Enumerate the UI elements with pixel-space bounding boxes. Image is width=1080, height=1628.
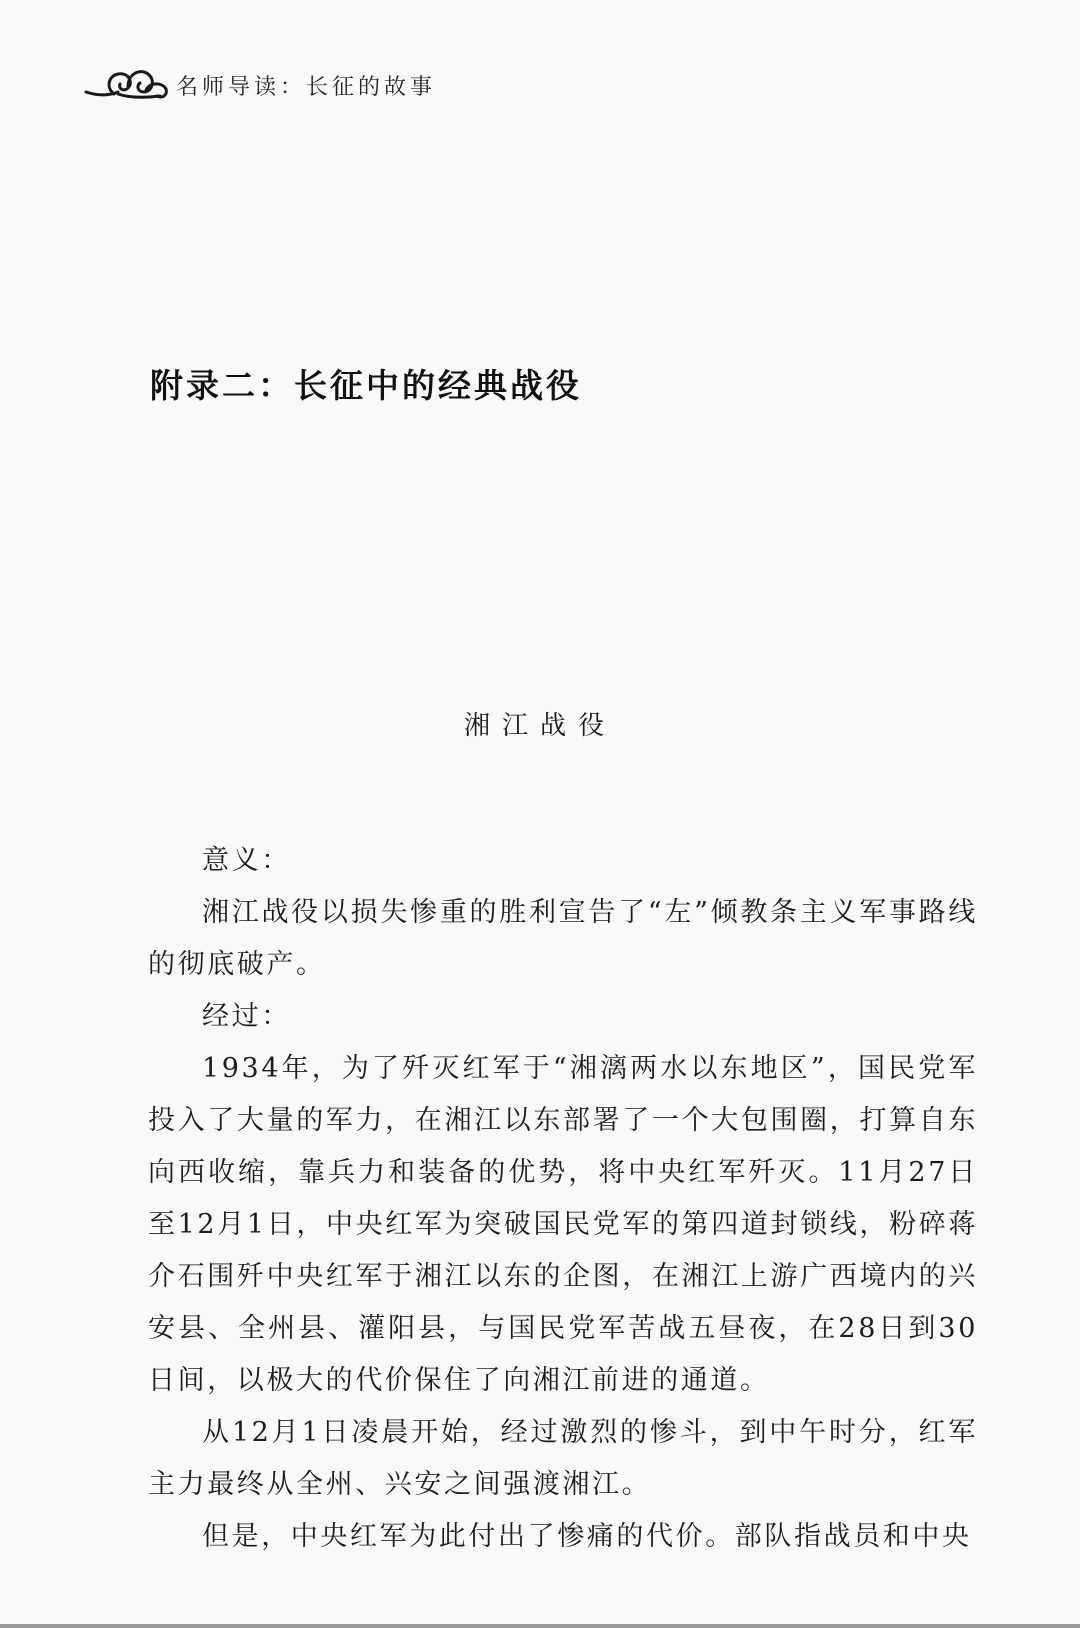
paragraph-process: 1934年，为了歼灭红军于“湘漓两水以东地区”，国民党军投入了大量的军力，在湘江以东部署了一个大包围圈，打算自东向西收缩，靠兵力和装备的优势，将中央红军歼灭。11月27日至12月1日，中央红军为突破国民党军的第四道封锁线，粉碎蒋介石围歼中央红军于湘江以东的企图，在湘江上游广西境内的兴安县、全州县、灌阳县，与国民党军苦战五昼夜，在28日到30日间，以极大的代价保住了向湘江前进的通道。 — [148, 1053, 978, 1396]
running-title: 名师导读：长征的故事 — [176, 74, 437, 100]
running-header — [84, 60, 436, 110]
paragraph-significance-heading: 意义： — [202, 845, 291, 876]
paragraph-cost: 但是，中央红军为此付出了惨痛的代价。部队指战员和中央 — [202, 1521, 972, 1552]
cloud-ornament-icon — [84, 62, 170, 108]
section-title: 湘江战役 — [463, 711, 616, 741]
appendix-title: 附录二：长征中的经典战役 — [150, 366, 582, 405]
paragraph-process-heading: 经过： — [202, 1001, 291, 1032]
body-text — [148, 835, 978, 1563]
page-bottom-edge — [0, 1624, 1080, 1628]
paragraph-significance: 湘江战役以损失惨重的胜利宣告了“左”倾教条主义军事路线的彻底破产。 — [148, 897, 978, 980]
paragraph-crossing: 从12月1日凌晨开始，经过激烈的惨斗，到中午时分，红军主力最终从全州、兴安之间强渡湘江。 — [148, 1417, 978, 1500]
